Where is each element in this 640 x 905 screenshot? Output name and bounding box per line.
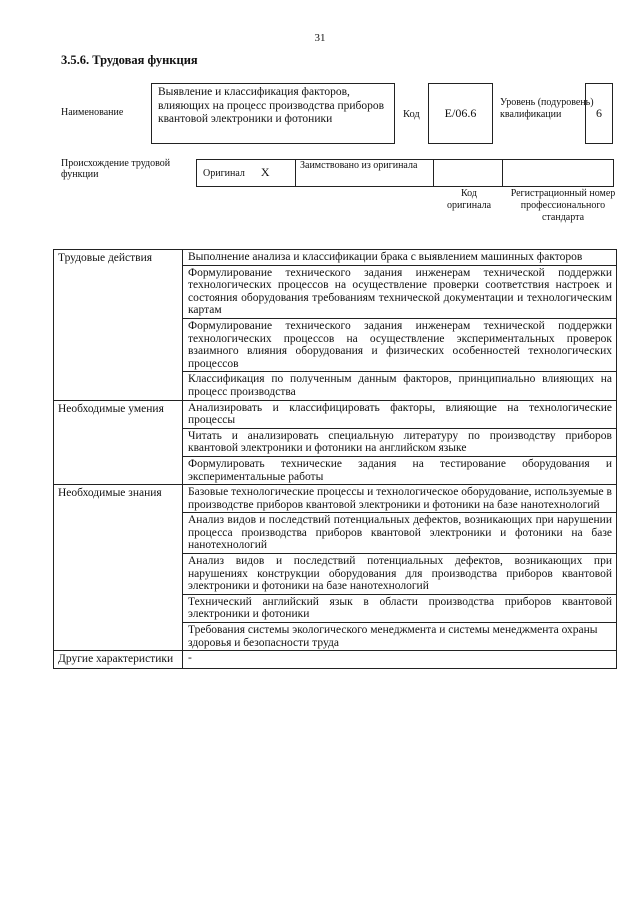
table-cell: Требования системы экологического менеджмента и системы менеджмента охраны здоровья и безопасности труда: [183, 623, 617, 651]
table-cell: -: [183, 651, 617, 669]
origin-borrowed-cell: Заимствовано из оригинала: [296, 160, 434, 187]
table-cell: Выполнение анализа и классификации брака с выявлением машинных факторов: [183, 250, 617, 266]
original-mark: X: [260, 165, 270, 179]
origin-label: Происхождение трудовой функции: [61, 158, 171, 180]
origin-code-cell: [434, 160, 503, 187]
category-cell-knowledge: Необходимые знания: [54, 485, 183, 651]
table-cell: Базовые технологические процессы и технологическое оборудование, используемые в производстве приборов квантовой электроники и фотоники на базе нанотехнологий: [183, 485, 617, 513]
qualification-level-label: Уровень (подуровень) квалификации: [500, 97, 594, 120]
qualification-level-box: 6: [585, 83, 613, 144]
table-cell: Читать и анализировать специальную литературу по производству приборов квантовой электроники и фотоники на английском языке: [183, 428, 617, 456]
section-title: 3.5.6. Трудовая функция: [61, 53, 198, 67]
table-cell: Формулирование технического задания инженерам технической поддержки технологических процессов на осуществление экспериментальных проверок взаимного влияния оборудования и физических особенностей технологических процессов: [183, 318, 617, 371]
category-cell-actions: Трудовые действия: [54, 250, 183, 401]
labor-function-table: [53, 249, 617, 669]
category-cell-skills: Необходимые умения: [54, 400, 183, 485]
table-cell: Формулировать технические задания на тестирование оборудования и экспериментальные работы: [183, 456, 617, 484]
origin-table: [196, 159, 614, 187]
reg-number-caption: Регистрационный номер профессионального стандарта: [510, 188, 616, 223]
name-label: Наименование: [61, 107, 124, 118]
table-cell: Технический английский язык в области производства приборов квантовой электроники и фотоники: [183, 594, 617, 622]
table-cell: Анализировать и классифицировать факторы, влияющие на технологические процессы: [183, 400, 617, 428]
function-name-box: Выявление и классификация факторов, влияющих на процесс производства приборов квантовой электроники и фотоники: [151, 83, 395, 144]
page-number: 31: [314, 32, 326, 44]
category-cell-other: Другие характеристики: [54, 651, 183, 669]
origin-original-cell: [197, 160, 296, 187]
table-cell: Анализ видов и последствий потенциальных дефектов, возникающих при нарушениях конструкции оборудования для производства приборов квантовой электроники и фотоники на базе нанотехнологий: [183, 554, 617, 595]
table-cell: Анализ видов и последствий потенциальных дефектов, возникающих при нарушении процесса производства приборов квантовой электроники и фотоники на базе нанотехнологий: [183, 513, 617, 554]
code-original-caption: Код оригинала: [446, 188, 492, 211]
original-label: Оригинал: [203, 168, 245, 179]
function-code-box: E/06.6: [428, 83, 493, 144]
table-row: [54, 400, 617, 428]
table-cell: Формулирование технического задания инженерам технической поддержки технологических процессов на осуществление проверки соответствия настроек и состояния оборудования требованиям технической документации и технологическим картам: [183, 265, 617, 318]
origin-reg-number-cell: [503, 160, 614, 187]
table-row: [54, 651, 617, 669]
table-row: [54, 485, 617, 513]
table-cell: Классификация по полученным данным факторов, принципиально влияющих на процесс производства: [183, 372, 617, 400]
code-label: Код: [403, 109, 420, 120]
table-row: [54, 250, 617, 266]
